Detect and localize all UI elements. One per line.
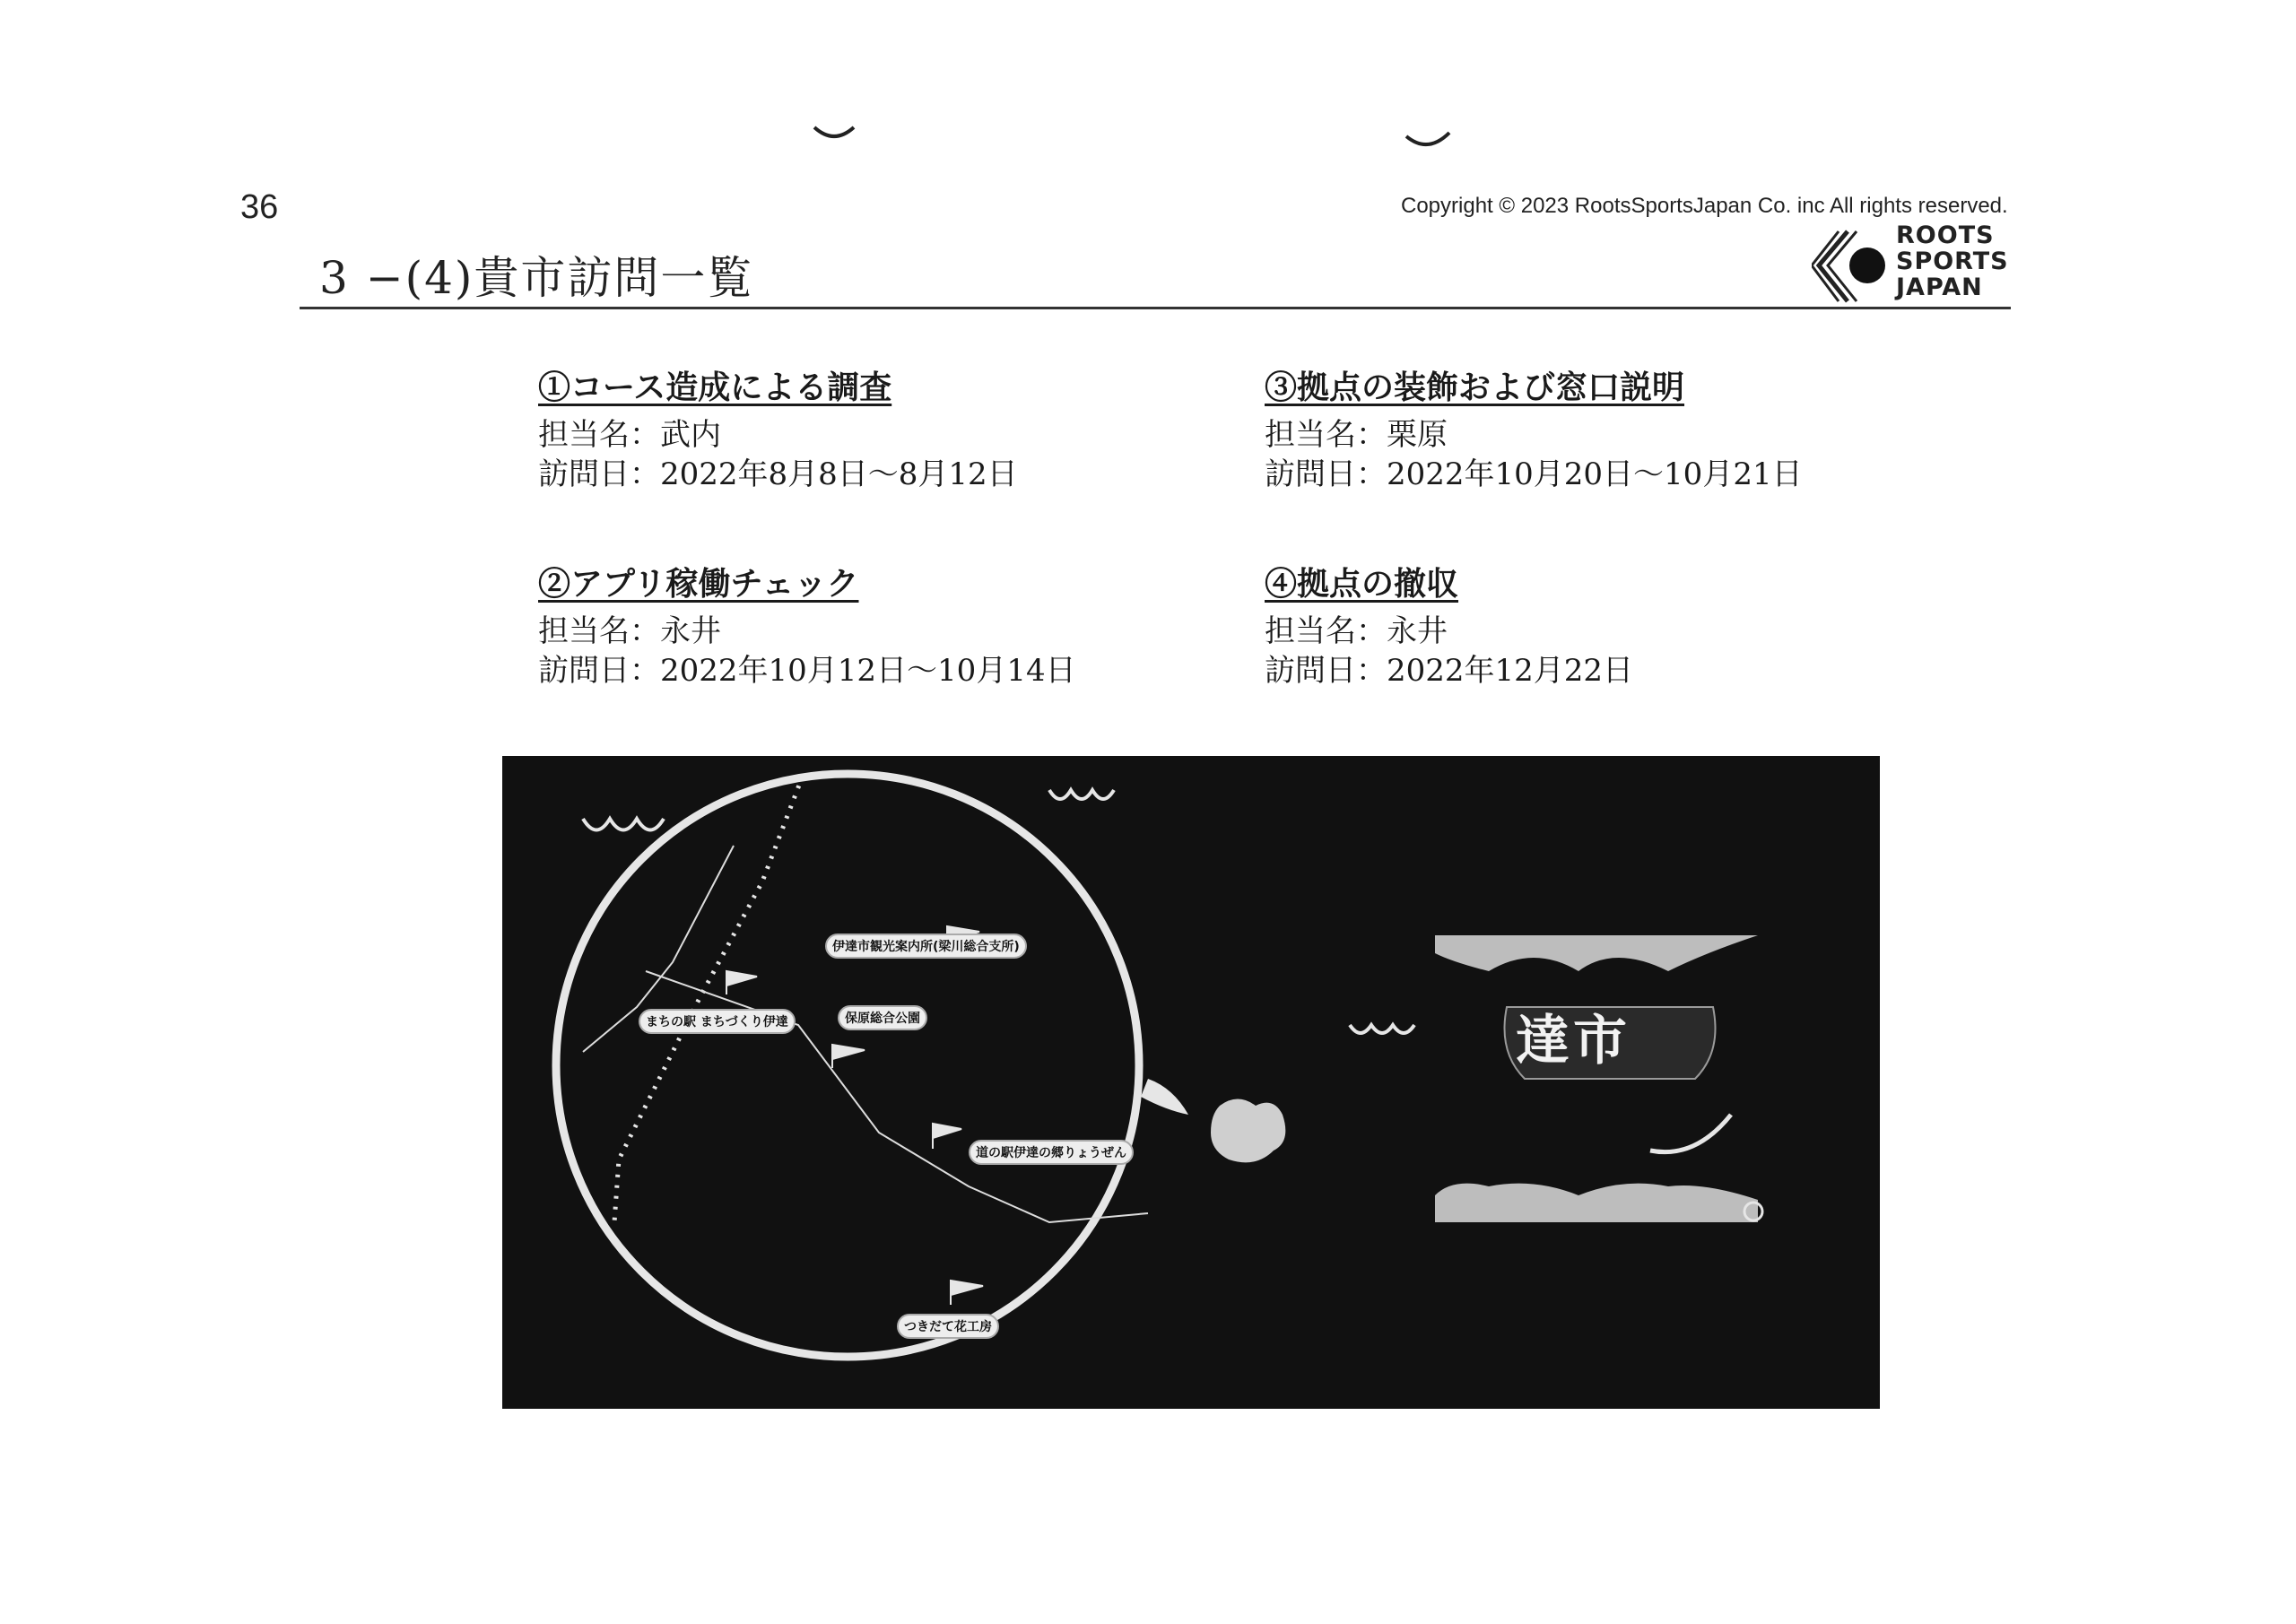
- map-label-michi-no-eki-ryozen: 道の駅伊達の郷りょうぜん: [969, 1140, 1134, 1165]
- scan-mark-right: [1401, 126, 1455, 161]
- task-heading: ②アプリ稼働チェック: [538, 565, 859, 603]
- task-heading: ③拠点の装飾および窓口説明: [1265, 369, 1685, 406]
- task-person: 担当名：永井: [538, 613, 721, 649]
- page-number: 36: [240, 188, 279, 226]
- emblem-text: 達市: [1516, 1010, 1631, 1073]
- logo-wordmark: [1896, 222, 2009, 300]
- company-logo: [1812, 222, 2018, 312]
- task-date: 訪問日：2022年10月20日～10月21日: [1265, 456, 1803, 492]
- task-app-check: [538, 559, 1076, 690]
- course-map-graphic: [502, 756, 1880, 1409]
- roots-sports-japan-logo-icon: [1812, 226, 1892, 307]
- task-heading: ④拠点の撤収: [1265, 565, 1459, 603]
- map-label-machi-no-eki: まちの駅 まちづくり伊達: [639, 1009, 796, 1034]
- task-base-removal: [1265, 559, 1633, 690]
- map-label-tourist-info: 伊達市観光案内所(梁川総合支所): [825, 934, 1027, 959]
- task-person: 担当名：栗原: [1265, 417, 1448, 453]
- logo-line-japan: JAPAN: [1896, 274, 1983, 301]
- map-label-tsukidate-flower: つきだて花工房: [897, 1314, 999, 1339]
- title-underline: [300, 307, 2011, 309]
- course-map-panel: [502, 756, 1880, 1409]
- task-date: 訪問日：2022年10月12日～10月14日: [538, 653, 1076, 689]
- copyright-notice: Copyright © 2023 RootsSportsJapan Co. inc All rights reserved.: [1401, 194, 2008, 218]
- slide-title: 3 −(4)貴市訪問一覧: [319, 252, 754, 304]
- map-label-hobara-park: 保原総合公園: [838, 1005, 927, 1030]
- logo-line-roots: ROOTS: [1896, 221, 1995, 249]
- task-date: 訪問日：2022年8月8日～8月12日: [538, 456, 1018, 492]
- scan-mark-left: [807, 117, 861, 152]
- task-date: 訪問日：2022年12月22日: [1265, 653, 1634, 689]
- task-heading: ①コース造成による調査: [538, 369, 892, 406]
- task-course-survey: [538, 362, 1018, 494]
- task-person: 担当名：永井: [1265, 613, 1448, 649]
- task-base-decoration: [1265, 362, 1803, 494]
- logo-line-sports: SPORTS: [1896, 248, 2009, 275]
- task-person: 担当名：武内: [538, 417, 721, 453]
